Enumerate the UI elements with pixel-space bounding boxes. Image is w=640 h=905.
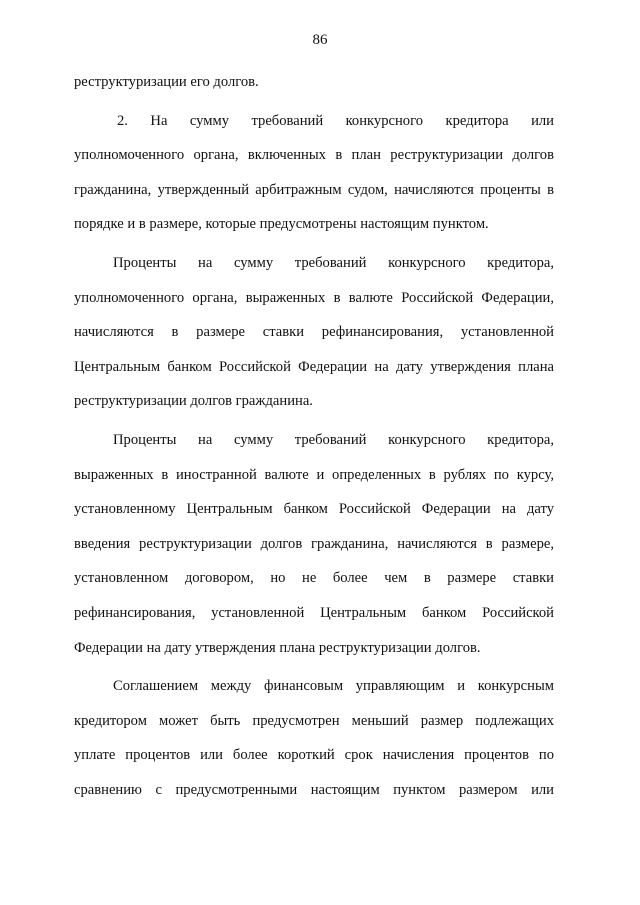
text-line: введения реструктуризации долгов гражданина, начисляются в размере, (74, 535, 554, 552)
text-line: уплате процентов или более короткий срок начисления процентов по (74, 747, 554, 764)
text-line: Федерации на дату утверждения плана реструктуризации долгов. (74, 639, 481, 656)
text-line: установленному Центральным банком Российской Федерации на дату (74, 501, 554, 518)
text-line: реструктуризации долгов гражданина. (74, 393, 313, 410)
text-line: Проценты на сумму требований конкурсного кредитора, (113, 254, 554, 271)
text-line: установленном договором, но не более чем в размере ставки (74, 570, 554, 587)
text-line: выраженных в иностранной валюте и определенных в рублях по курсу, (74, 466, 554, 483)
document-body (74, 65, 554, 807)
text-line: кредитором может быть предусмотрен меньший размер подлежащих (74, 712, 554, 729)
text-line: сравнению с предусмотренными настоящим пунктом размером или (74, 781, 554, 798)
page-number: 86 (312, 32, 328, 48)
text-line: порядке и в размере, которые предусмотрены настоящим пунктом. (74, 216, 489, 233)
text-line: начисляются в размере ставки рефинансирования, установленной (74, 324, 554, 341)
paragraph-item-2 (74, 104, 554, 242)
paragraph-continuation (74, 65, 554, 100)
text-line: гражданина, утвержденный арбитражным судом, начисляются проценты в (74, 181, 554, 198)
text-line: 2. На сумму требований конкурсного кредитора или (117, 112, 554, 129)
paragraph-interest-rub (74, 246, 554, 419)
text-line: Проценты на сумму требований конкурсного кредитора, (113, 431, 554, 448)
paragraph-interest-foreign (74, 423, 554, 665)
text-line: уполномоченного органа, включенных в план реструктуризации долгов (74, 147, 554, 164)
text-line: Соглашением между финансовым управляющим и конкурсным (113, 678, 554, 695)
text-line: уполномоченного органа, выраженных в валюте Российской Федерации, (74, 289, 554, 306)
paragraph-agreement (74, 669, 554, 807)
text-line: Центральным банком Российской Федерации на дату утверждения плана (74, 358, 554, 375)
text-line: рефинансирования, установленной Центральным банком Российской (74, 604, 554, 621)
text-line: реструктуризации его долгов. (74, 74, 259, 90)
